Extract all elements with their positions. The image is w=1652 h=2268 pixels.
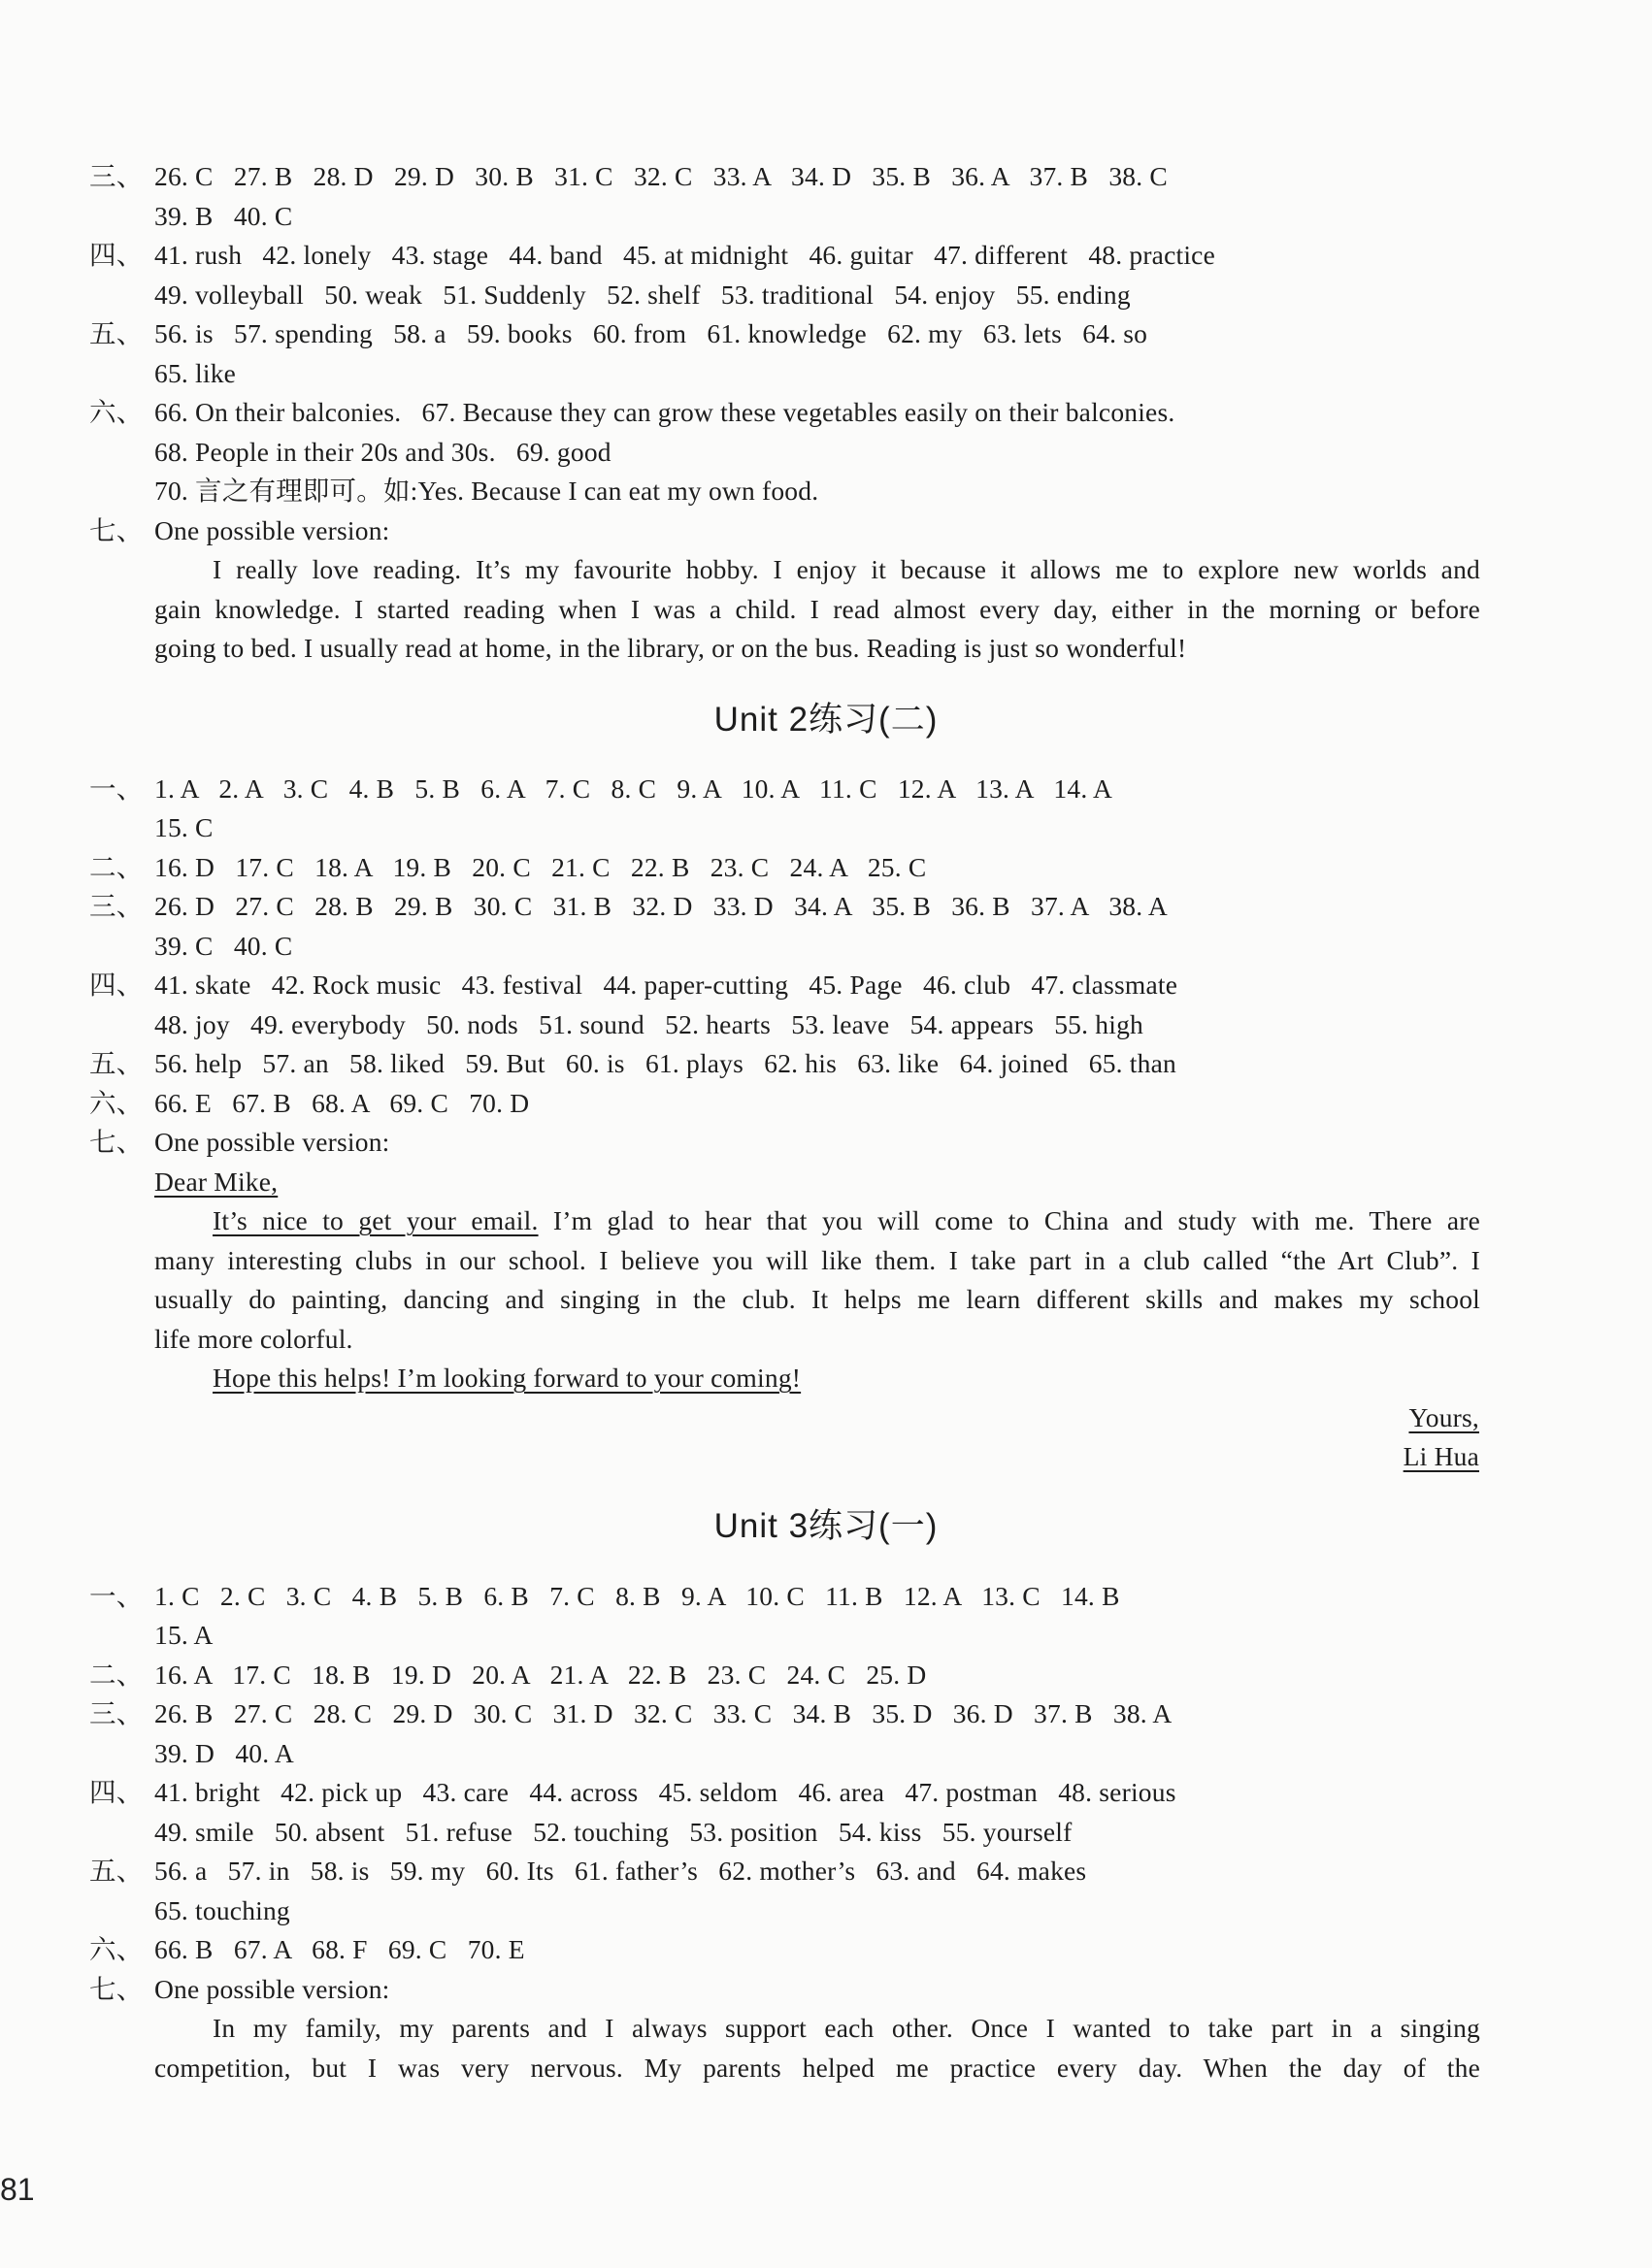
section-2-line	[89, 1656, 1652, 1695]
section-6-line	[89, 1930, 1652, 1970]
unit3-heading: Unit 3练习(一)	[713, 1506, 939, 1545]
letter-line: many interesting clubs in our school. I believe you will like them. I take part in a club called “the Art Club”. I	[154, 1244, 1480, 1275]
unit2-heading: Unit 2练习(二)	[713, 700, 939, 739]
section-5-line	[89, 1044, 1652, 1084]
answer-text: 56. help 57. an 58. liked 59. But 60. is 61. plays 62. his 63. like 64. joined 65. than	[154, 1048, 1176, 1078]
section-7-line	[89, 1123, 1652, 1163]
section-5-line	[89, 1852, 1652, 1891]
answer-text: One possible version:	[154, 1127, 390, 1157]
section-6-line-cont: 68. People in their 20s and 30s. 69. good	[154, 436, 611, 467]
section-5-line	[89, 314, 1652, 354]
answer-text: 26. D 27. C 28. B 29. B 30. C 31. B 32. D 33. D 34. A 35. B 36. B 37. A 38. A	[154, 891, 1168, 921]
section-6-line-cont: 70. 言之有理即可。如:Yes. Because I can eat my own food.	[154, 476, 819, 506]
section-label: 三、	[89, 891, 144, 921]
section-label: 七、	[89, 514, 144, 545]
letter-greeting	[154, 1163, 1652, 1202]
answer-text: 56. a 57. in 58. is 59. my 60. Its 61. father’s 62. mother’s 63. and 64. makes	[154, 1856, 1087, 1886]
signoff-text: Yours,	[1408, 1401, 1479, 1432]
answer-text: 16. A 17. C 18. B 19. D 20. A 21. A 22. B 23. C 24. C 25. D	[154, 1659, 927, 1690]
answer-text: 66. B 67. A 68. F 69. C 70. E	[154, 1934, 525, 1964]
section-label: 一、	[89, 772, 144, 804]
section-3-line	[89, 157, 1652, 197]
section-1-line	[89, 770, 1652, 809]
section-4-line-cont: 48. joy 49. everybody 50. nods 51. sound 52. hearts 53. leave 54. appears 55. high	[154, 1008, 1143, 1039]
section-1-line-cont: 15. C	[154, 812, 214, 842]
answer-text: 1. A 2. A 3. C 4. B 5. B 6. A 7. C 8. C 9. A 10. A 11. C 12. A 13. A 14. A	[154, 772, 1113, 804]
essay-line: In my family, my parents and I always support each other. Once I wanted to take part in a singing	[213, 2013, 1480, 2043]
letter-closing	[154, 1359, 1480, 1398]
section-label: 四、	[89, 1777, 144, 1807]
letter-opening: It’s nice to get your email.	[213, 1205, 539, 1235]
section-label: 三、	[89, 161, 144, 191]
letter-text: I’m glad to hear that you will come to China and study with me. There are	[538, 1205, 1480, 1235]
unit3-answers	[0, 1577, 1652, 2088]
essay-line: gain knowledge. I started reading when I was a child. I read almost every day, either in the morning or before	[154, 593, 1480, 624]
section-label: 七、	[89, 1973, 144, 2004]
essay-line: I really love reading. It’s my favourite hobby. I enjoy it because it allows me to explore new worlds and	[213, 554, 1480, 584]
answer-text: 16. D 17. C 18. A 19. B 20. C 21. C 22. B 23. C 24. A 25. C	[154, 851, 927, 882]
section-1-line	[89, 1577, 1652, 1617]
section-7-line	[89, 511, 1652, 551]
section-label: 二、	[89, 1659, 144, 1690]
section-label: 二、	[89, 851, 144, 882]
unit2-answers	[0, 770, 1652, 1477]
answer-text: 41. skate 42. Rock music 43. festival 44. paper-cutting 45. Page 46. club 47. classmate	[154, 970, 1178, 1000]
section-label: 三、	[89, 1698, 144, 1728]
answer-text: 41. rush 42. lonely 43. stage 44. band 45. at midnight 46. guitar 47. different 48. practice	[154, 240, 1215, 270]
section-label: 五、	[89, 1048, 144, 1078]
greeting-text: Dear Mike,	[154, 1166, 279, 1197]
letter-signature	[0, 1437, 1479, 1477]
section-5-line-cont: 65. like	[154, 357, 237, 388]
letter-line: life more colorful.	[154, 1323, 353, 1354]
section-label: 五、	[89, 318, 144, 348]
section-3-line-cont: 39. C 40. C	[154, 930, 293, 961]
essay-line: competition, but I was very nervous. My parents helped me practice every day. When the day of the	[154, 2052, 1480, 2083]
section-label: 七、	[89, 1127, 144, 1157]
section-5-line-cont: 65. touching	[154, 1894, 290, 1925]
section-4-line-cont: 49. volleyball 50. weak 51. Suddenly 52. shelf 53. traditional 54. enjoy 55. ending	[154, 279, 1131, 310]
unit1-answers-continued	[0, 157, 1652, 669]
answer-text: 66. E 67. B 68. A 69. C 70. D	[154, 1087, 530, 1118]
section-4-line	[89, 966, 1652, 1005]
section-2-line	[89, 848, 1652, 888]
closing-text: Hope this helps! I’m looking forward to your coming!	[213, 1363, 802, 1393]
section-4-line	[89, 1773, 1652, 1813]
essay-line: going to bed. I usually read at home, in the library, or on the bus. Reading is just so wonderful!	[154, 633, 1187, 663]
answer-text: 66. On their balconies. 67. Because they can grow these vegetables easily on their balconies.	[154, 397, 1175, 427]
section-3-line-cont: 39. D 40. A	[154, 1737, 294, 1768]
section-label: 六、	[89, 1934, 144, 1964]
letter-signoff	[0, 1398, 1479, 1438]
section-label: 四、	[89, 240, 144, 270]
letter-line	[154, 1201, 1480, 1241]
section-label: 六、	[89, 1087, 144, 1118]
answer-text: 26. B 27. C 28. C 29. D 30. C 31. D 32. C 33. C 34. B 35. D 36. D 37. B 38. A	[154, 1698, 1173, 1728]
section-label: 六、	[89, 397, 144, 427]
signature-text: Li Hua	[1403, 1441, 1479, 1471]
section-1-line-cont: 15. A	[154, 1620, 214, 1650]
section-label: 五、	[89, 1856, 144, 1886]
section-6-line	[89, 1084, 1652, 1124]
answer-text: 26. C 27. B 28. D 29. D 30. B 31. C 32. C 33. A 34. D 35. B 36. A 37. B 38. C	[154, 161, 1168, 191]
page-number: 81	[0, 2172, 35, 2207]
section-4-line	[89, 236, 1652, 276]
answer-text: One possible version:	[154, 514, 390, 545]
section-4-line-cont: 49. smile 50. absent 51. refuse 52. touching 53. position 54. kiss 55. yourself	[154, 1816, 1073, 1847]
section-7-line	[89, 1970, 1652, 2010]
section-3-line	[89, 1694, 1652, 1734]
answer-text: 41. bright 42. pick up 43. care 44. across 45. seldom 46. area 47. postman 48. serious	[154, 1777, 1176, 1807]
section-label: 四、	[89, 970, 144, 1000]
answer-text: 56. is 57. spending 58. a 59. books 60. from 61. knowledge 62. my 63. lets 64. so	[154, 318, 1148, 348]
answer-text: 1. C 2. C 3. C 4. B 5. B 6. B 7. C 8. B 9. A 10. C 11. B 12. A 13. C 14. B	[154, 1580, 1120, 1611]
answer-text: One possible version:	[154, 1973, 390, 2004]
section-3-line-cont: 39. B 40. C	[154, 200, 293, 231]
letter-line: usually do painting, dancing and singing in the club. It helps me learn different skills and makes my school	[154, 1284, 1480, 1314]
section-3-line	[89, 887, 1652, 927]
section-label: 一、	[89, 1580, 144, 1611]
section-6-line	[89, 393, 1652, 433]
